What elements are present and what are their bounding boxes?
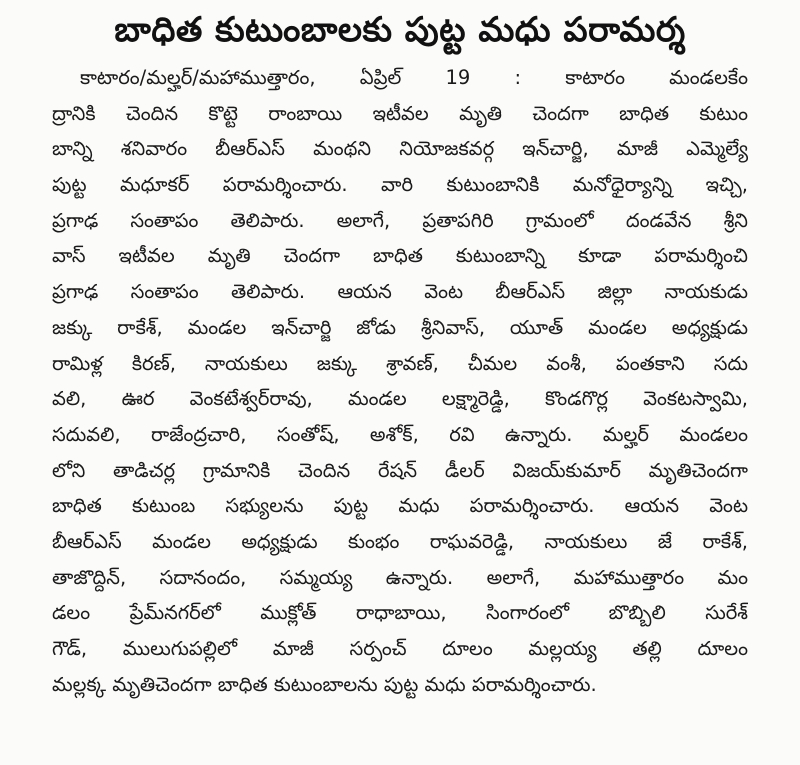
article-line: సదువలి, రాజేంద్రచారి, సంతోష్, అశోక్, రవి ఉన్నారు. మల్హర్ మండలం [52,422,748,446]
headline: బాధిత కుటుంబాలకు పుట్ట మధు పరామర్శ [114,10,686,50]
article-line: వాస్ ఇటీవల మృతి చెందగా బాధిత కుటుంబాన్ని కూడా పరామర్శించి [52,244,748,268]
article-line: బీఆర్ఎస్ మండల అధ్యక్షుడు కుంభం రాఘవరెడ్డి, నాయకులు జే రాకేశ్, [52,529,748,553]
article-line: గౌడ్, ములుగుపల్లిలో మాజీ సర్పంచ్ దూలం మల్లయ్య తల్లి దూలం [52,637,748,660]
article-line: బాన్ని శనివారం బీఆర్ఎస్ మంథని నియోజకవర్గ ఇన్‌చార్జి, మాజీ ఎమ్మెల్యే [52,137,748,161]
article-line: బాధిత కుటుంబ సభ్యులను పుట్ట మధు పరామర్శించారు. ఆయన వెంట [52,494,748,518]
article-line: కాటారం/మల్హర్/మహాముత్తారం, ఏప్రిల్ 19 : కాటారం మండలకేం [80,66,748,89]
article-line: జక్కు రాకేశ్, మండల ఇన్‌చార్జి జోడు శ్రీనివాస్, యూత్ మండల అధ్యక్షుడు [52,315,748,339]
article-line: ప్రగాఢ సంతాపం తెలిపారు. ఆయన వెంట బీఆర్ఎస్ జిల్లా నాయకుడు [52,280,748,304]
article-line: రామిళ్ల కిరణ్, నాయకులు జక్కు శ్రావణ్, చీమల వంశీ, పంతకాని సదు [52,351,748,375]
article-line: డలం ప్రేమ్‌నగర్‌లో ముక్లోత్ రాధాబాయి, సింగారంలో బొబ్బిలి సురేశ్ [52,601,748,625]
article-body [52,60,748,702]
article-line: లోని తాడిచర్ల గ్రామానికి చెందిన రేషన్ డీలర్ విజయ్‌కుమార్ మృతిచెందగా [52,458,748,482]
article-line: ప్రగాఢ సంతాపం తెలిపారు. అలాగే, ప్రతాపగిరి గ్రామంలో దండవేన శ్రీని [52,208,748,232]
article-line: పుట్ట మధూకర్ పరామర్శించారు. వారి కుటుంబానికి మనోధైర్యాన్ని ఇచ్చి, [52,173,748,197]
article-line: మల్లక్క మృతిచెందగా బాధిత కుటుంబాలను పుట్ట మధు పరామర్శించారు. [52,672,597,696]
article-line: తాజొద్దిన్, సదానందం, సమ్మయ్య ఉన్నారు. అలాగే, మహాముత్తారం మం [52,565,748,589]
article-line: వలి, ఊర వెంకటేశ్వర్‌రావు, మండల లక్ష్మారెడ్డి, కొండగొర్ల వెంకటస్వామి, [52,387,748,411]
article-line: ద్రానికి చెందిన కొట్టె రాంబాయి ఇటీవల మృతి చెందగా బాధిత కుటుం [52,101,748,125]
